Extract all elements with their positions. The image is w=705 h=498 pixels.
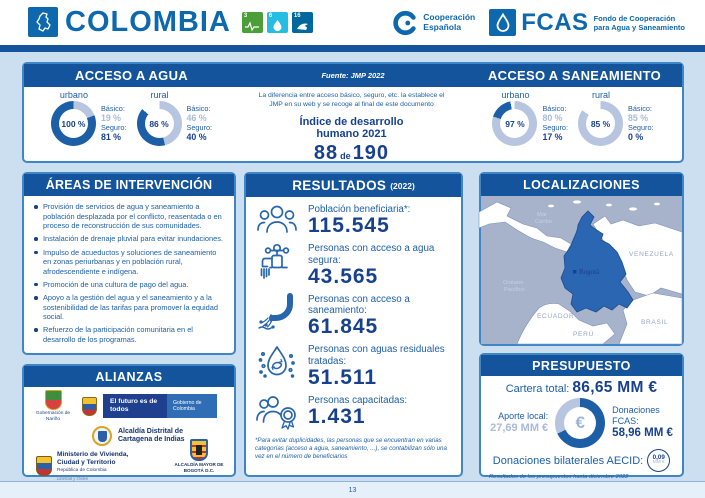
cooperacion-espanola-logo bbox=[392, 10, 475, 36]
page-header bbox=[0, 0, 705, 45]
faucet-icon bbox=[255, 243, 299, 285]
brasil-label: BRASIL bbox=[641, 319, 669, 326]
source-note: Fuente: JMP 2022 bbox=[321, 71, 385, 80]
sanitation-rural-donut: 85 % bbox=[578, 101, 623, 146]
colombia-crest-icon bbox=[82, 397, 97, 416]
budget-panel bbox=[479, 353, 684, 480]
treated-water-icon bbox=[255, 344, 299, 386]
trained-people-icon bbox=[255, 395, 299, 431]
water-rural-legend: Básico: 46 % Seguro: 40 % bbox=[186, 104, 213, 142]
sanitation-urban-donut: 97 % bbox=[492, 101, 537, 146]
caribbean-sea-label: Mar bbox=[537, 212, 547, 218]
sdg6-water-icon: 6 bbox=[267, 12, 288, 33]
narino-shield-icon bbox=[45, 390, 62, 410]
euro-icon: € bbox=[575, 413, 585, 432]
area-item: Provisión de servicios de agua y saneamiento a población desplazada por el conflicto, reasentada o en proceso de reconstrucción de sus comunidades. bbox=[32, 202, 226, 231]
fcas-logo bbox=[489, 9, 685, 36]
areas-list bbox=[24, 196, 234, 345]
fcas-donations: Donaciones FCAS: 58,96 MM € bbox=[612, 405, 673, 439]
fcas-acronym: FCAS bbox=[521, 8, 589, 36]
partner-logos bbox=[392, 9, 685, 36]
bogota-marker bbox=[573, 270, 576, 273]
header-divider bbox=[0, 45, 705, 52]
colombia-brand bbox=[28, 7, 313, 37]
budget-footnote: Resultados de los presupuestos hasta diciembre 2022 bbox=[489, 474, 629, 480]
results-footnote: *Para evitar duplicidades, las personas que se encuentran en varias categorías (acceso a agua, saneamiento, ...), se contabilizan sólo una vez en el número de beneficiarios bbox=[255, 437, 447, 461]
locations-panel bbox=[479, 172, 684, 346]
hdi-block bbox=[239, 87, 464, 164]
svg-text:Caribe: Caribe bbox=[535, 219, 553, 225]
result-item: Personas capacitadas: 1.431 bbox=[255, 395, 452, 431]
gobierno-banner-text: Gobierno de Colombia bbox=[167, 394, 217, 418]
bogota-logo: ALCALDÍA MAYOR DE BOGOTÁ D.C. bbox=[170, 439, 228, 473]
result-item: Personas con acceso a agua segura: 43.565 bbox=[255, 243, 452, 288]
water-urban-legend: Básico: 19 % Seguro: 81 % bbox=[100, 104, 127, 142]
result-item: Personas con acceso a saneamiento: 61.845 bbox=[255, 294, 452, 339]
results-header-bar: RESULTADOS (2022) bbox=[246, 174, 461, 197]
sdg16-peace-icon: 16 bbox=[292, 12, 313, 33]
access-panel bbox=[22, 62, 684, 163]
water-drop-icon bbox=[489, 9, 516, 36]
hdi-rank: 88 de 190 bbox=[313, 141, 390, 164]
sanitation-rural-group: rural 85 % Básico: 85 % Seguro: 0 % bbox=[578, 90, 654, 161]
ministerio-crest-icon bbox=[36, 456, 52, 476]
alliances-panel bbox=[22, 364, 236, 481]
area-item: Refuerzo de la participación comunitaria en el desarrollo de los programas. bbox=[32, 325, 226, 344]
narino-logo: Gobernación de Nariño bbox=[30, 390, 76, 422]
fcas-description: Fondo de Cooperación para Agua y Saneamiento bbox=[593, 13, 685, 32]
map bbox=[481, 196, 682, 344]
area-item: Promoción de una cultura de pago del agua. bbox=[32, 280, 226, 290]
water-rural-donut: 86 % bbox=[137, 101, 182, 146]
venezuela-label: VENEZUELA bbox=[629, 251, 674, 258]
futuro-banner-text: El futuro es de todos bbox=[103, 394, 167, 418]
locations-title: LOCALIZACIONES bbox=[481, 174, 682, 196]
area-item: Instalación de drenaje pluvial para evitar inundaciones. bbox=[32, 234, 226, 244]
gobierno-banner bbox=[103, 394, 217, 418]
local-contribution: Aporte local: 27,69 MM € bbox=[490, 410, 549, 434]
area-item: Apoyo a la gestión del agua y el saneamiento y a la sostenibilidad de las tarifas para promover la equidad social. bbox=[32, 293, 226, 322]
cooperacion-label: Cooperación Española bbox=[423, 11, 476, 32]
total-portfolio: Cartera total: 86,65 MM € bbox=[505, 379, 658, 396]
page-number: 13 bbox=[348, 486, 357, 494]
budget-title: PRESUPUESTO bbox=[481, 355, 682, 376]
areas-title: ÁREAS DE INTERVENCIÓN bbox=[24, 174, 234, 196]
budget-donut-chart bbox=[555, 398, 605, 448]
pacific-ocean-label: Océano bbox=[503, 280, 524, 286]
sdg3-health-icon: 3 bbox=[242, 12, 263, 33]
aecid-donations: Donaciones bilaterales AECID: 0,09 MM € bbox=[489, 449, 674, 472]
cooperacion-c-icon bbox=[392, 10, 418, 36]
sanitation-rural-legend: Básico: 85 % Seguro: 0 % bbox=[628, 104, 654, 142]
result-item: Personas con aguas residuales tratadas: 51.511 bbox=[255, 344, 452, 389]
aecid-badge: 0,09 MM € bbox=[647, 449, 670, 472]
people-group-icon bbox=[255, 204, 299, 235]
result-item: Población beneficiaria*: 115.545 bbox=[255, 204, 452, 237]
intervention-areas-panel bbox=[22, 172, 236, 355]
cartagena-seal-icon bbox=[92, 426, 112, 446]
water-rural-group: rural 86 % Básico: 46 % Seguro: 40 % bbox=[137, 90, 213, 161]
ministerio-vivienda-logo: Ministerio de Vivienda, Ciudad y Territorio República de Colombia Libertad y Orden bbox=[30, 451, 145, 481]
sanitation-urban-group: urbano 97 % Básico: 80 % Seguro: 17 % bbox=[492, 90, 568, 161]
hdi-title: Índice de desarrollo humano 2021 bbox=[299, 115, 404, 141]
bogota-shield-icon bbox=[190, 439, 208, 461]
alliances-title: ALIANZAS bbox=[24, 366, 234, 387]
results-body bbox=[246, 197, 461, 461]
sdg-icons bbox=[242, 12, 313, 33]
alliances-body bbox=[24, 387, 234, 481]
water-access-title: ACCESO A AGUA bbox=[75, 68, 188, 83]
page-footer bbox=[0, 481, 705, 498]
jmp-note: La diferencia entre acceso básico, seguro, etc. la establece el JMP en su web y se recoge al final de este documento bbox=[258, 92, 445, 108]
bogota-label: Bogotá bbox=[579, 268, 600, 276]
peru-label: PERÚ bbox=[573, 331, 594, 338]
access-body bbox=[24, 87, 682, 164]
sewer-pipe-icon bbox=[255, 294, 299, 334]
total-portfolio-value: 86,65 MM € bbox=[572, 379, 658, 396]
svg-text:Pacífico: Pacífico bbox=[504, 287, 525, 293]
sanitation-urban-legend: Básico: 80 % Seguro: 17 % bbox=[542, 104, 568, 142]
results-panel bbox=[244, 172, 463, 477]
ecuador-label: ECUADOR bbox=[537, 313, 575, 320]
water-donuts bbox=[24, 87, 239, 161]
country-title: COLOMBIA bbox=[65, 5, 231, 38]
budget-body bbox=[481, 376, 682, 480]
access-header-bar bbox=[24, 64, 682, 87]
colombia-map-icon bbox=[28, 7, 58, 37]
area-item: Impulso de acueductos y soluciones de saneamiento en zonas periurbanas y en población rural, afrodescendiente e indígena. bbox=[32, 248, 226, 277]
water-urban-donut: 100 % bbox=[51, 101, 96, 146]
sanitation-access-title: ACCESO A SANEAMIENTO bbox=[487, 68, 662, 83]
cartagena-logo: Alcaldía Distrital de Cartagena de Indias bbox=[92, 426, 228, 446]
water-urban-group: urbano 100 % Básico: 19 % Seguro: 81 % bbox=[51, 90, 127, 161]
sanitation-donuts bbox=[464, 87, 682, 161]
